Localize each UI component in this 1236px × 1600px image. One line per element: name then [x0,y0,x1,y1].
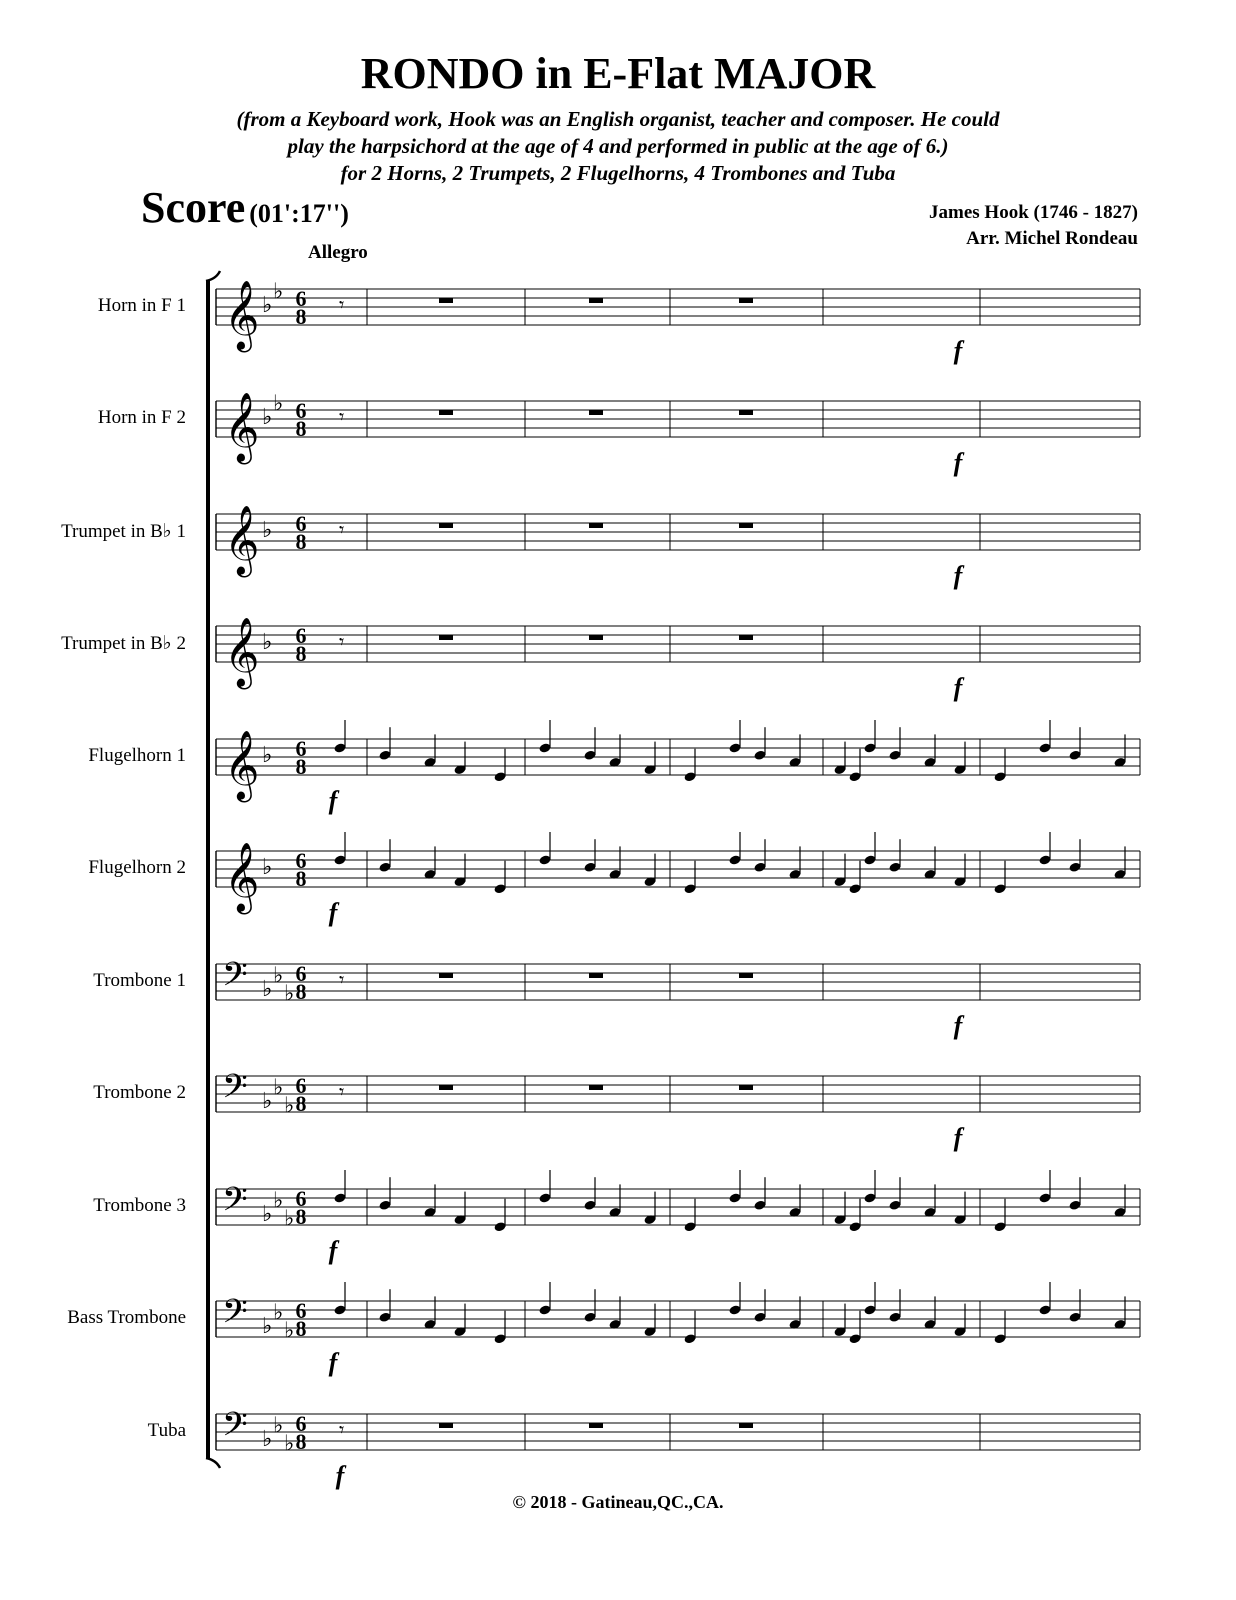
treble-clef-icon: 𝄞 [224,392,260,462]
bracket-hook-top [206,271,220,281]
flat-sign-icon: ♭ [284,981,295,1007]
staff [216,1170,1140,1265]
dynamic-forte: f [335,1461,345,1490]
time-signature-numerator: 6 [295,961,307,986]
whole-rest [439,298,453,303]
flat-sign-icon: ♭ [262,1314,273,1339]
flat-sign-icon: ♭ [262,630,273,655]
arranger: Arr. Michel Rondeau [966,228,1138,249]
whole-rest [439,973,453,978]
composer: James Hook (1746 - 1827) [929,202,1138,223]
flat-sign-icon: ♭ [273,1075,284,1101]
flat-sign-icon: ♭ [273,963,284,989]
copyright-footer: © 2018 - Gatineau,QC.,CA. [512,1492,724,1512]
eighth-rest: 𝄾 [339,967,345,992]
instrument-name: Trumpet in B♭ 1 [61,521,186,542]
whole-rest [589,298,603,303]
time-signature-numerator: 6 [295,1186,307,1211]
eighth-rest: 𝄾 [339,1417,345,1442]
dynamic-forte: f [328,1236,338,1265]
instrument-name: Flugelhorn 2 [88,857,186,878]
flat-sign-icon: ♭ [273,391,284,417]
instrument-name: Bass Trombone [67,1307,186,1328]
staff [216,832,1140,927]
time-signature-numerator: 6 [295,623,307,648]
instrument-name: Trumpet in B♭ 2 [61,633,186,654]
whole-rest [589,1423,603,1428]
instrument-name: Trombone 3 [93,1195,186,1216]
whole-rest [589,635,603,640]
whole-rest [739,410,753,415]
time-signature-denominator: 8 [295,641,307,666]
time-signature-numerator: 6 [295,511,307,536]
time-signature-denominator: 8 [295,754,307,779]
time-signature-denominator: 8 [295,866,307,891]
eighth-rest: 𝄾 [339,1079,345,1104]
treble-clef-icon: 𝄞 [224,280,260,350]
time-signature-denominator: 8 [295,979,307,1004]
whole-rest [589,973,603,978]
time-signature-denominator: 8 [295,304,307,329]
bracket-hook-bottom [206,1458,220,1468]
dynamic-forte: f [328,786,338,815]
flat-sign-icon: ♭ [273,279,284,305]
flat-sign-icon: ♭ [284,1206,295,1232]
duration: (01':17'') [249,199,349,228]
staff [216,280,1140,366]
staff [216,505,1140,590]
flat-sign-icon: ♭ [262,743,273,768]
time-signature-denominator: 8 [295,1316,307,1341]
time-signature-numerator: 6 [295,1298,307,1323]
flat-sign-icon: ♭ [262,293,273,318]
eighth-rest: 𝄾 [339,292,345,317]
flat-sign-icon: ♭ [262,1427,273,1452]
flat-sign-icon: ♭ [262,518,273,543]
subtitle-line: (from a Keyboard work, Hook was an English organist, teacher and composer. He could [236,107,1000,131]
flat-sign-icon: ♭ [273,1413,284,1439]
flat-sign-icon: ♭ [262,855,273,880]
whole-rest [739,523,753,528]
bass-clef-icon: 𝄢 [222,1293,248,1339]
staff [216,1068,1140,1152]
flat-sign-icon: ♭ [284,1431,295,1457]
instrument-name: Flugelhorn 1 [88,745,186,766]
whole-rest [739,635,753,640]
treble-clef-icon: 𝄞 [224,505,260,575]
time-signature-denominator: 8 [295,1429,307,1454]
time-signature-numerator: 6 [295,398,307,423]
flat-sign-icon: ♭ [273,1188,284,1214]
treble-clef-icon: 𝄞 [224,730,260,800]
whole-rest [439,1085,453,1090]
time-signature-denominator: 8 [295,416,307,441]
whole-rest [439,523,453,528]
whole-rest [739,973,753,978]
time-signature-numerator: 6 [295,286,307,311]
flat-sign-icon: ♭ [262,977,273,1002]
whole-rest [739,1423,753,1428]
dynamic-forte: f [953,561,963,590]
whole-rest [739,298,753,303]
staff [216,956,1140,1040]
staff [216,720,1140,815]
time-signature-denominator: 8 [295,1091,307,1116]
staff [216,1406,1140,1490]
whole-rest [439,410,453,415]
treble-clef-icon: 𝄞 [224,842,260,912]
instrument-name: Tuba [147,1420,186,1441]
staff [216,1282,1140,1377]
bass-clef-icon: 𝄢 [222,1406,248,1452]
dynamic-forte: f [328,1348,338,1377]
whole-rest [589,410,603,415]
flat-sign-icon: ♭ [262,1089,273,1114]
staff [216,392,1140,478]
time-signature-denominator: 8 [295,1204,307,1229]
dynamic-forte: f [328,898,338,927]
bass-clef-icon: 𝄢 [222,956,248,1002]
dynamic-forte: f [953,1011,963,1040]
instrument-name: Horn in F 1 [97,295,186,316]
time-signature-numerator: 6 [295,848,307,873]
subtitle-line: play the harpsichord at the age of 4 and performed in public at the age of 6.) [287,134,949,158]
instrument-name: Trombone 1 [93,970,186,991]
score-label: Score [141,183,246,232]
whole-rest [589,523,603,528]
flat-sign-icon: ♭ [284,1318,295,1344]
flat-sign-icon: ♭ [284,1093,295,1119]
whole-rest [439,635,453,640]
instrument-name: Trombone 2 [93,1082,186,1103]
flat-sign-icon: ♭ [262,1202,273,1227]
dynamic-forte: f [953,673,963,702]
subtitle-line: for 2 Horns, 2 Trumpets, 2 Flugelhorns, 4 Trombones and Tuba [340,161,896,185]
eighth-rest: 𝄾 [339,404,345,429]
whole-rest [739,1085,753,1090]
staff [216,617,1140,702]
time-signature-denominator: 8 [295,529,307,554]
flat-sign-icon: ♭ [262,405,273,430]
whole-rest [439,1423,453,1428]
eighth-rest: 𝄾 [339,629,345,654]
score-title: RONDO in E-Flat MAJOR [360,49,876,98]
flat-sign-icon: ♭ [273,1300,284,1326]
bass-clef-icon: 𝄢 [222,1068,248,1114]
dynamic-forte: f [953,448,963,477]
instrument-name: Horn in F 2 [97,407,186,428]
dynamic-forte: f [953,1123,963,1152]
bass-clef-icon: 𝄢 [222,1181,248,1227]
time-signature-numerator: 6 [295,1411,307,1436]
eighth-rest: 𝄾 [339,517,345,542]
time-signature-numerator: 6 [295,736,307,761]
time-signature-numerator: 6 [295,1073,307,1098]
dynamic-forte: f [953,336,963,365]
tempo-marking: Allegro [308,242,368,263]
whole-rest [589,1085,603,1090]
treble-clef-icon: 𝄞 [224,617,260,687]
